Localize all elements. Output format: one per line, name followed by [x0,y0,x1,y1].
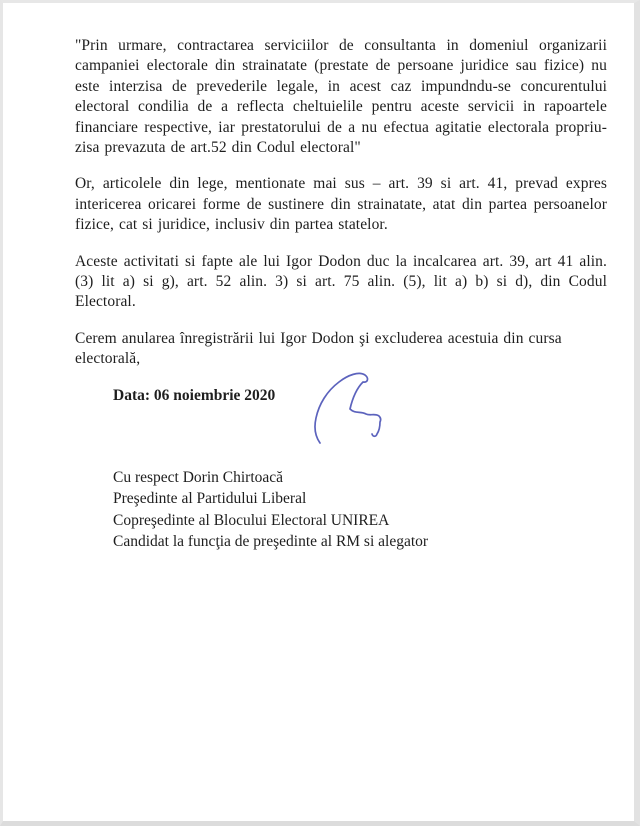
paragraph-quote-consultancy: "Prin urmare, contractarea serviciilor de consultanta in domeniul organizarii campaniei electorale din strainatate (prestate de persoane juridice sau fizice) nu este interzisa de prevederile legale, in acest caz impundndu-se concurentului electoral condilia de a reflecta cheltuielile pentru aceste servicii in rapoartele financiare respective, iar prestatorului de a nu efectua agitatie electorala propriu-zisa prevazuta de art.52 din Codul electoral" [75,37,607,157]
signoff-title-bloc-copresident: Copreşedinte al Blocului Electoral UNIREA [113,511,390,529]
paragraph-request-exclusion: Cerem anularea înregistrării lui Igor Dodon şi excluderea acestuia din cursa electorală, [75,329,562,368]
signoff-name: Cu respect Dorin Chirtoacă [113,469,284,487]
document-content [3,3,634,821]
signoff-block [113,467,607,552]
signoff-title-party-president: Preşedinte al Partidului Liberal [113,490,307,508]
signoff-title-candidate: Candidat la funcţia de preşedinte al RM si alegator [113,532,429,550]
handwritten-signature-icon [303,365,403,460]
paragraph-law-articles: Or, articolele din lege, mentionate mai sus – art. 39 si art. 41, prevad expres intericerea oricarei forme de sustinere din strainatate, atat din partea persoanelor fizice, cat si juridice, inclusiv din partea statelor. [75,175,607,234]
date-line: Data: 06 noiembrie 2020 [113,386,276,404]
paragraph-violations: Aceste activitati si fapte ale lui Igor Dodon duc la incalcarea art. 39, art 41 alin. (3) lit a) si g), art. 52 alin. 3) si art. 75 alin. (5), lit a) b) si d), din Codul Electoral. [75,252,607,311]
